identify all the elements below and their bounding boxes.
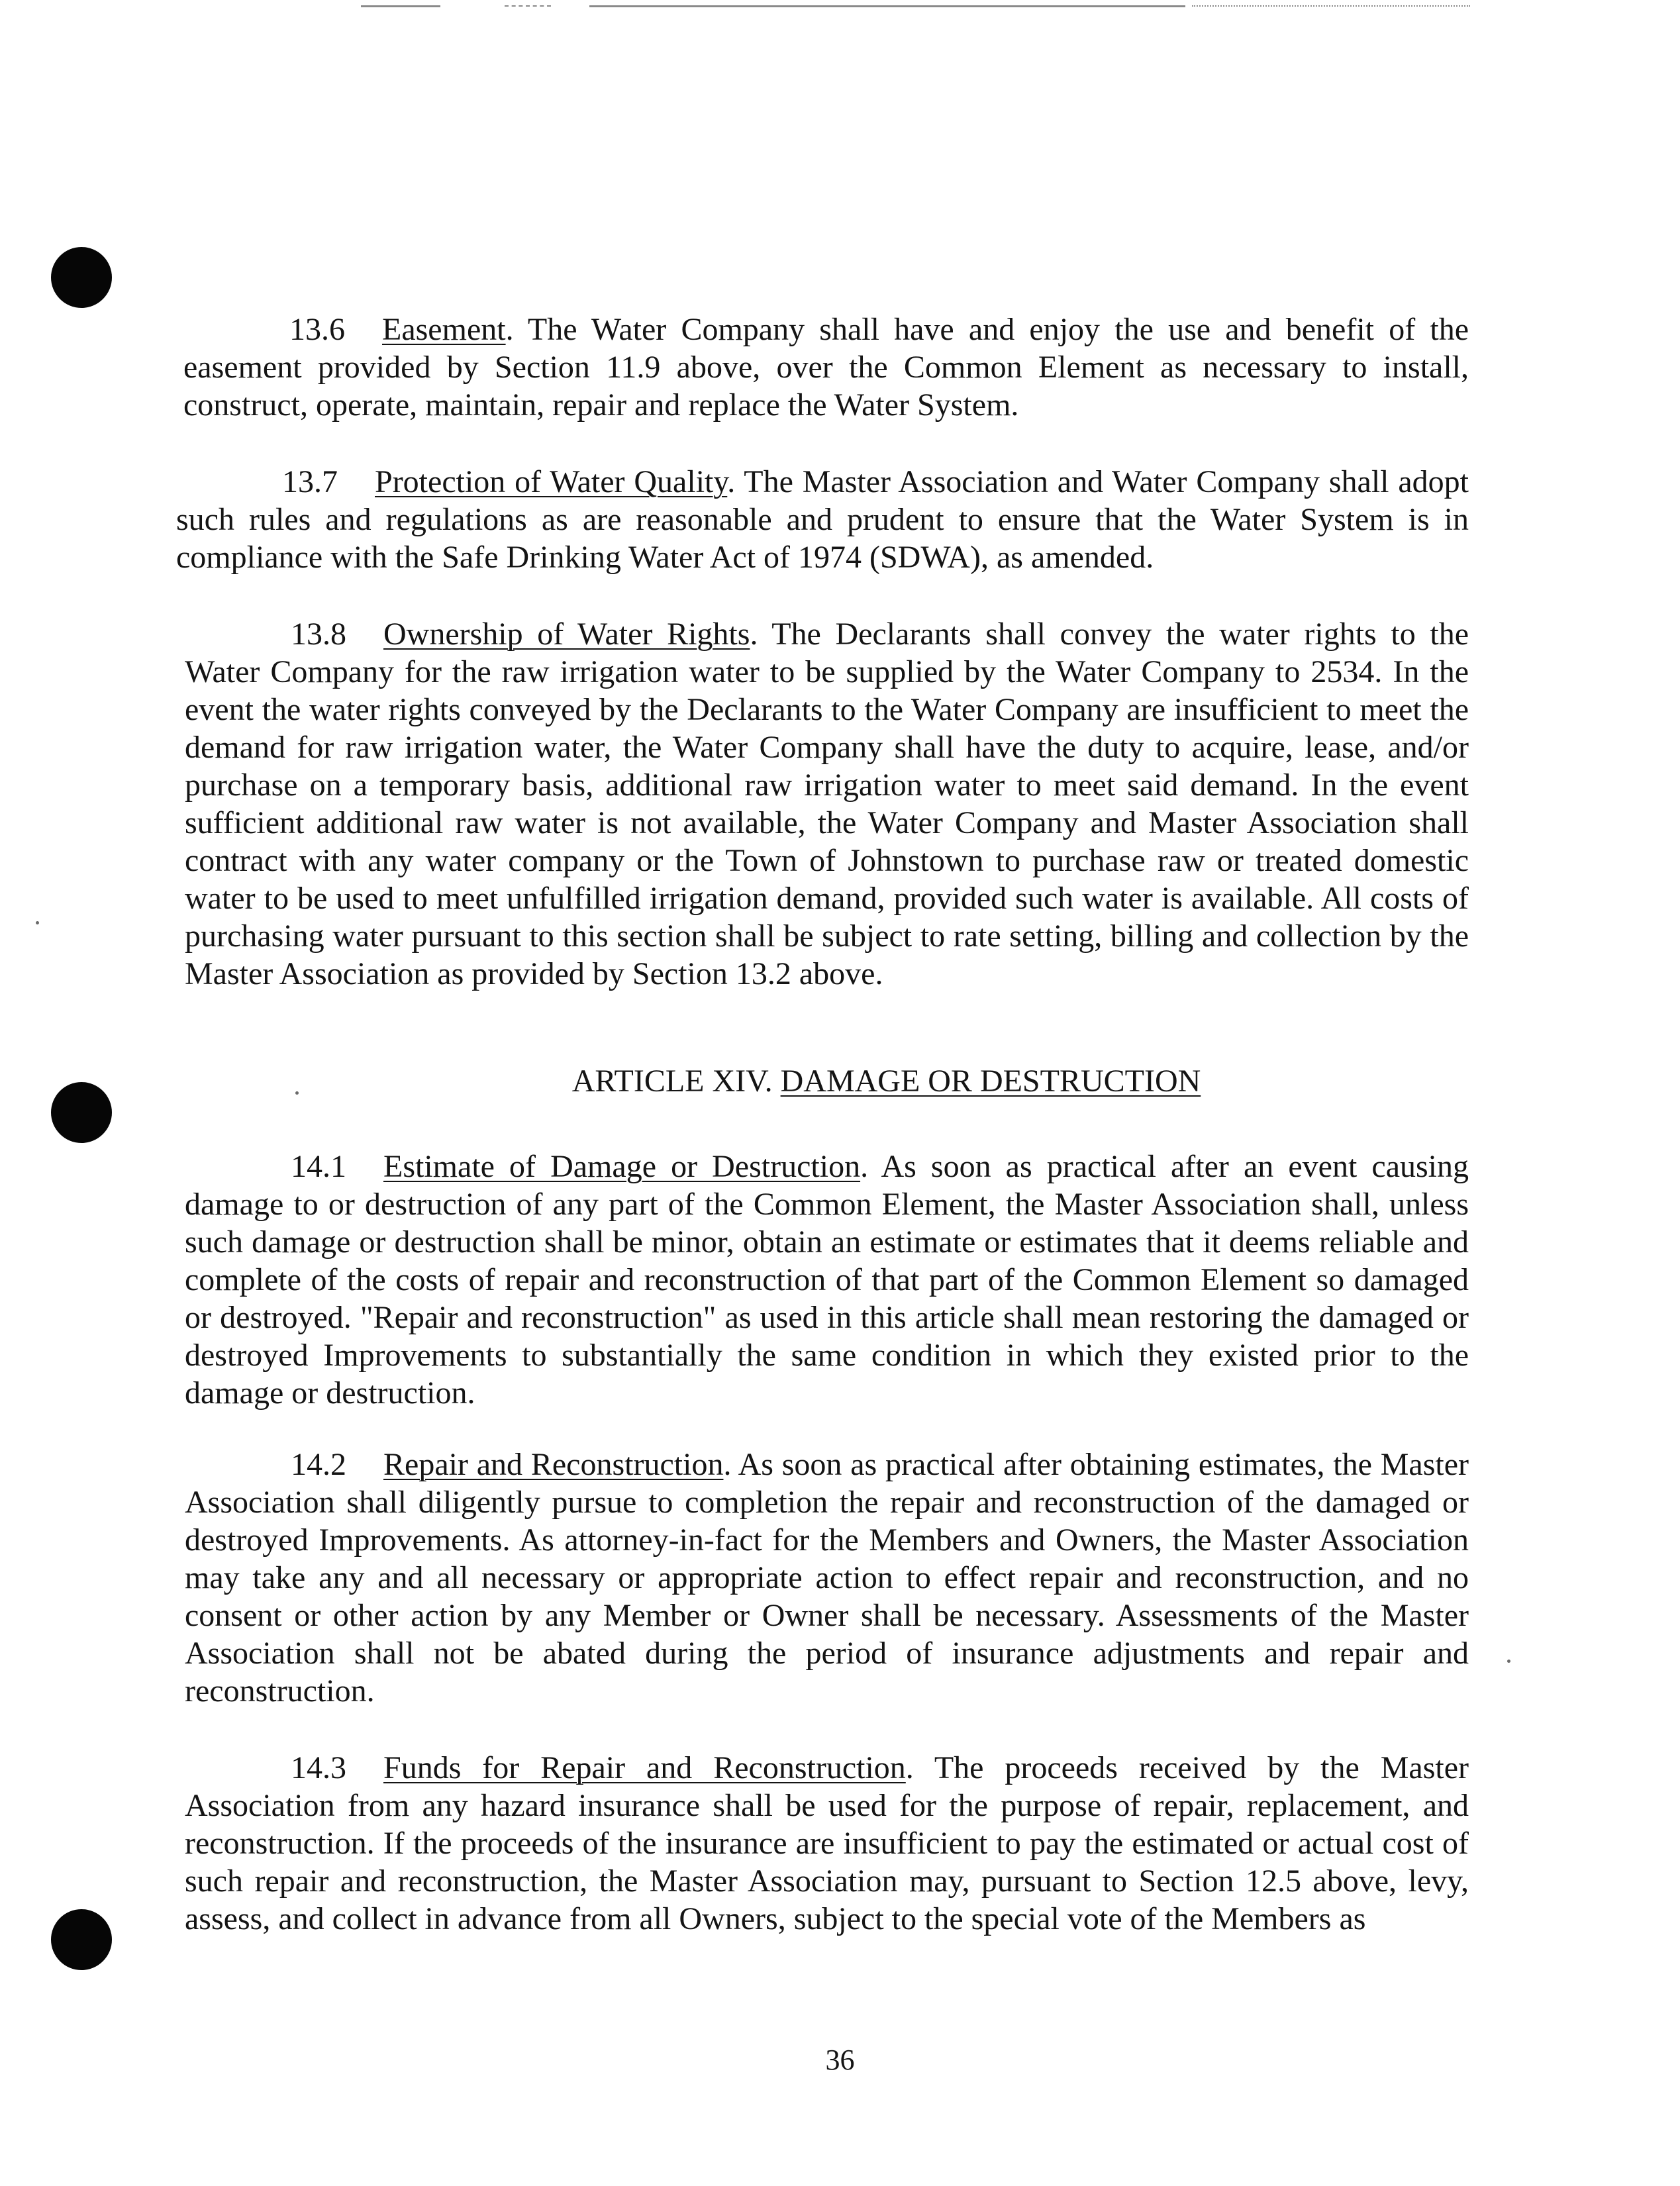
section-14-3 bbox=[185, 1749, 1469, 1938]
section-13-7 bbox=[176, 463, 1469, 576]
section-heading: Funds for Repair and Reconstruction bbox=[383, 1750, 906, 1785]
section-body: . The Water Company shall have and enjoy the use and benefit of the easement provided by Section 11.9 above, over the Common Element as necessary to install, construct, operate, maintain, repair and replace the Water System. bbox=[183, 312, 1469, 422]
section-body: . The Declarants shall convey the water rights to the Water Company for the raw irrigation water to be supplied by the Water Company to 2534. In the event the water rights conveyed by the Declarants to the Water Company are insufficient to meet the demand for raw irrigation water, the Water Company shall have the duty to acquire, lease, and/or purchase on a temporary basis, additional raw irrigation water to meet said demand. In the event sufficient additional raw water is not available, the Water Company and Master Association shall contract with any water company or the Town of Johnstown to purchase raw or treated domestic water to be used to meet unfulfilled irrigation demand, provided such water is available. All costs of purchasing water pursuant to this section shall be subject to rate setting, billing and collection by the Master Association as provided by Section 13.2 above. bbox=[185, 617, 1469, 991]
section-14-2 bbox=[185, 1446, 1469, 1710]
article-heading bbox=[0, 1062, 1680, 1100]
scan-artifact-line bbox=[589, 5, 1185, 7]
scan-speck bbox=[1507, 1660, 1510, 1663]
section-body: . As soon as practical after an event causing damage to or destruction of any part of the Common Element, the Master Association shall, unless such damage or destruction shall be minor, obtain an estimate or estimates that it deems reliable and complete of the costs of repair and reconstruction of that part of the Common Element so damaged or destroyed. "Repair and reconstruction" as used in this article shall mean restoring the damaged or destroyed Improvements to substantially the same condition in which they existed prior to the damage or destruction. bbox=[185, 1149, 1469, 1411]
punch-hole-bottom bbox=[51, 1909, 112, 1970]
section-number: 14.1 bbox=[291, 1149, 346, 1184]
page-number: 36 bbox=[825, 2044, 855, 2076]
section-number: 13.8 bbox=[291, 617, 346, 652]
section-body: . As soon as practical after obtaining estimates, the Master Association shall diligently pursue to completion the repair and reconstruction of the damaged or destroyed Improvements. As attorney-in-fact for the Members and Owners, the Master Association may take any and all necessary or appropriate action to effect repair and reconstruction, and no consent or other action by any Member or Owner shall be necessary. Assessments of the Master Association shall not be abated during the period of insurance adjustments and repair and reconstruction. bbox=[185, 1447, 1469, 1709]
section-heading: Protection of Water Quality bbox=[375, 464, 728, 499]
section-heading: Estimate of Damage or Destruction bbox=[383, 1149, 861, 1184]
section-body: . The proceeds received by the Master Association from any hazard insurance shall be used for the purpose of repair, replacement, and reconstruction. If the proceeds of the insurance are insufficient to pay the estimated or actual cost of such repair and reconstruction, the Master Association may, pursuant to Section 12.5 above, levy, assess, and collect in advance from all Owners, subject to the special vote of the Members as bbox=[185, 1750, 1469, 1936]
scan-speck bbox=[36, 921, 39, 924]
section-body: . The Master Association and Water Company shall adopt such rules and regulations as are reasonable and prudent to ensure that the Water System is in compliance with the Safe Drinking Water Act of 1974 (SDWA), as amended. bbox=[176, 464, 1469, 575]
section-number: 14.2 bbox=[291, 1447, 346, 1482]
section-number: 13.7 bbox=[282, 464, 338, 499]
section-number: 14.3 bbox=[291, 1750, 346, 1785]
section-heading: Easement bbox=[382, 312, 506, 347]
section-number: 13.6 bbox=[289, 312, 345, 347]
section-heading: Ownership of Water Rights bbox=[383, 617, 750, 652]
section-14-1 bbox=[185, 1148, 1469, 1412]
section-13-6 bbox=[183, 311, 1469, 424]
scan-artifact-line bbox=[361, 5, 440, 7]
scan-artifact-line bbox=[1192, 5, 1470, 7]
punch-hole-top bbox=[51, 247, 112, 308]
section-13-8 bbox=[185, 615, 1469, 993]
section-heading: Repair and Reconstruction bbox=[383, 1447, 724, 1482]
article-label: ARTICLE XIV. bbox=[571, 1064, 773, 1099]
scan-artifact-line bbox=[505, 5, 551, 7]
article-title: DAMAGE OR DESTRUCTION bbox=[780, 1064, 1201, 1099]
